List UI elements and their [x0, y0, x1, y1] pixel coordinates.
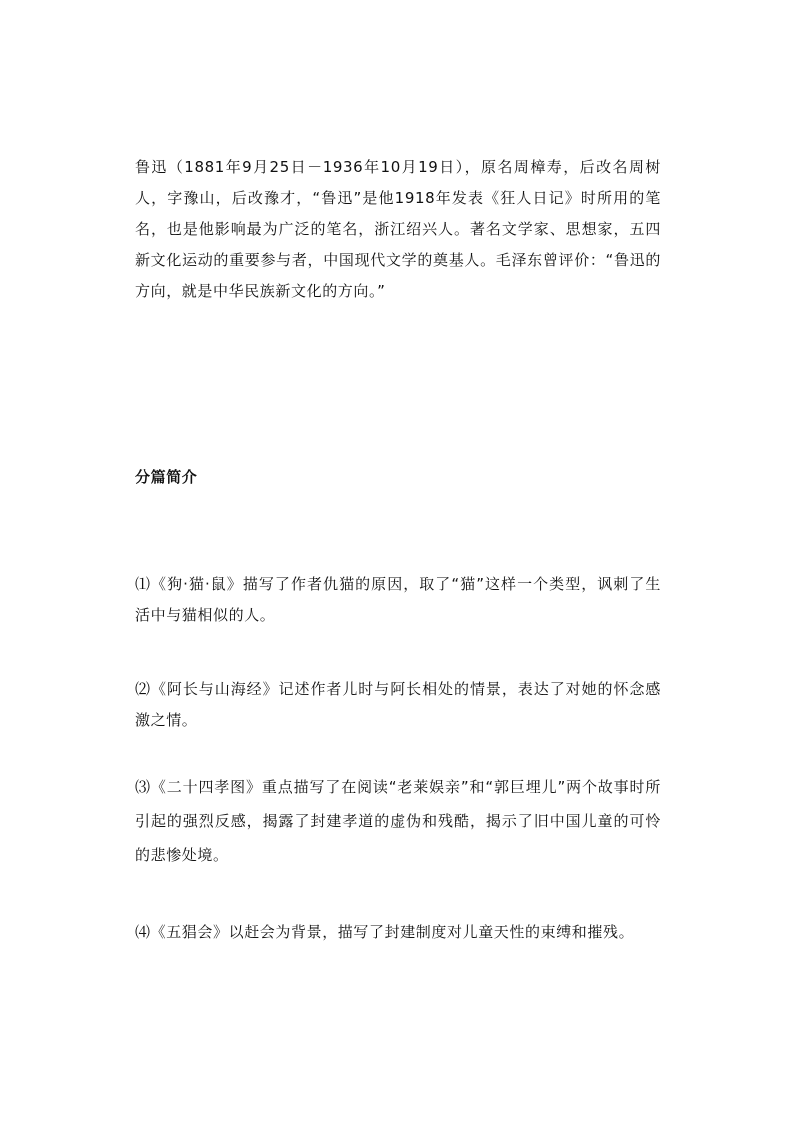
summary-item-1: ⑴《狗·猫·鼠》描写了作者仇猫的原因，取了“猫”这样一个类型，讽刺了生活中与猫相似的人。 [135, 575, 661, 624]
summary-item-4: ⑷《五猖会》以赶会为背景，描写了封建制度对儿童天性的束缚和摧残。 [135, 923, 635, 941]
section-heading: 分篇简介 [135, 468, 198, 486]
summary-item-2: ⑵《阿长与山海经》记述作者儿时与阿长相处的情景，表达了对她的怀念感激之情。 [135, 680, 661, 729]
summary-item-3: ⑶《二十四孝图》重点描写了在阅读“老莱娱亲”和“郭巨埋儿”两个故事时所引起的强烈反感，揭露了封建孝道的虚伪和残酷，揭示了旧中国儿童的可怜的悲惨处境。 [135, 778, 661, 864]
intro-paragraph: 鲁迅（1881年9月25日－1936年10月19日），原名周樟寿，后改名周树人，字豫山，后改豫才，“鲁迅”是他1918年发表《狂人日记》时所用的笔名，也是他影响最为广泛的笔名，浙江绍兴人。著名文学家、思想家，五四新文化运动的重要参与者，中国现代文学的奠基人。毛泽东曾评价：“鲁迅的方向，就是中华民族新文化的方向。” [135, 158, 661, 300]
